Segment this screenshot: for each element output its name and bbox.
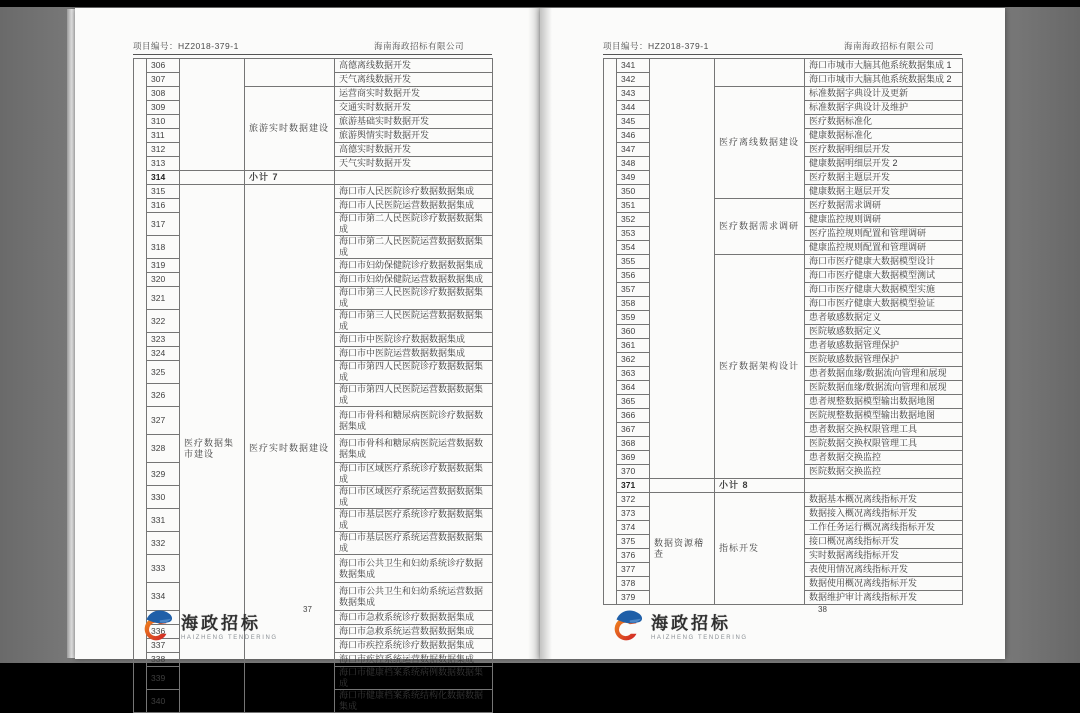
item-cell: 健康数据明细层开发 2: [805, 157, 963, 171]
margin-cell: [604, 59, 617, 605]
group-level3-cell: 医疗实时数据建设: [245, 185, 335, 713]
item-cell: 海口市妇幼保健院运营数据数据集成: [335, 273, 493, 287]
item-cell: 天气离线数据开发: [335, 73, 493, 87]
item-cell: 海口市区域医疗系统运营数据数据集成: [335, 486, 493, 509]
row-number-cell: 366: [617, 409, 650, 423]
logo-subtitle: HAIZHENG TENDERING: [651, 635, 748, 641]
item-cell: 医疗监控规则配置和管理调研: [805, 227, 963, 241]
document-page-left: [75, 8, 540, 711]
row-number-cell: 316: [147, 199, 180, 213]
page-header: [133, 38, 492, 52]
item-cell: 海口市第二人民医院运营数据数据集成: [335, 236, 493, 259]
item-cell: 海口市第四人民医院运营数据数据集成: [335, 384, 493, 407]
item-cell: 数据维护审计离线指标开发: [805, 591, 963, 605]
item-cell: 医院数据交换监控: [805, 465, 963, 479]
item-cell: 患者数据血缘/数据流向管理和展现: [805, 367, 963, 381]
row-number-cell: 310: [147, 115, 180, 129]
group-level3-cell: 小计 8: [715, 479, 805, 493]
row-number-cell: 353: [617, 227, 650, 241]
logo-name: 海政招标: [181, 614, 261, 633]
row-number-cell: 364: [617, 381, 650, 395]
item-cell: 实时数据离线指标开发: [805, 549, 963, 563]
row-number-cell: 315: [147, 185, 180, 199]
group-level3-cell: [245, 59, 335, 87]
row-number-cell: 342: [617, 73, 650, 87]
row-number-cell: 371: [617, 479, 650, 493]
item-cell: 患者敏感数据管理保护: [805, 339, 963, 353]
item-cell: 标准数据字典设计及维护: [805, 101, 963, 115]
item-cell: 旅游舆情实时数据开发: [335, 129, 493, 143]
table-row: [134, 59, 493, 73]
row-number-cell: 370: [617, 465, 650, 479]
row-number-cell: 373: [617, 507, 650, 521]
row-number-cell: 331: [147, 509, 180, 532]
item-cell: 健康监控规则调研: [805, 213, 963, 227]
item-cell: 患者数据交换监控: [805, 451, 963, 465]
item-cell: 海口市骨科和糖尿病医院运营数据数据集成: [335, 435, 493, 463]
item-cell: 医疗数据标准化: [805, 115, 963, 129]
item-cell: 海口市疾控系统运营数据数据集成: [335, 653, 493, 667]
item-cell: 接口概况离线指标开发: [805, 535, 963, 549]
group-level2-cell: [180, 59, 245, 171]
work-items-table: [603, 58, 963, 605]
row-number-cell: 361: [617, 339, 650, 353]
row-number-cell: 311: [147, 129, 180, 143]
row-number-cell: 345: [617, 115, 650, 129]
item-cell: 旅游基础实时数据开发: [335, 115, 493, 129]
row-number-cell: 363: [617, 367, 650, 381]
item-cell: 健康监控规则配置和管理调研: [805, 241, 963, 255]
row-number-cell: 377: [617, 563, 650, 577]
item-cell: 数据使用概况离线指标开发: [805, 577, 963, 591]
item-cell: 海口市急救系统运营数据数据集成: [335, 625, 493, 639]
row-number-cell: 306: [147, 59, 180, 73]
row-number-cell: 318: [147, 236, 180, 259]
row-number-cell: 319: [147, 259, 180, 273]
item-cell: 海口市医疗健康大数据模型测试: [805, 269, 963, 283]
project-number-label: 项目编号：HZ2018-379-1: [603, 41, 709, 51]
row-number-cell: 338: [147, 653, 180, 667]
item-cell: 海口市城市大脑其他系统数据集成 1: [805, 59, 963, 73]
row-number-cell: 349: [617, 171, 650, 185]
item-cell: 医院数据血缘/数据流向管理和展现: [805, 381, 963, 395]
haizheng-logo-icon: [607, 608, 645, 648]
item-cell: 海口市急救系统诊疗数据数据集成: [335, 611, 493, 625]
item-cell: 标准数据字典设计及更新: [805, 87, 963, 101]
item-cell: 海口市区域医疗系统诊疗数据数据集成: [335, 463, 493, 486]
item-cell: 天气实时数据开发: [335, 157, 493, 171]
table-row: [604, 479, 963, 493]
row-number-cell: 365: [617, 395, 650, 409]
header-rule: [133, 54, 492, 55]
row-number-cell: 374: [617, 521, 650, 535]
table-row: [604, 59, 963, 73]
group-level2-cell: 数据资源稽查: [650, 493, 715, 605]
item-cell: [805, 479, 963, 493]
project-number-label: 项目编号：HZ2018-379-1: [133, 41, 239, 51]
row-number-cell: 350: [617, 185, 650, 199]
item-cell: 健康数据主题层开发: [805, 185, 963, 199]
logo-text: [651, 608, 748, 642]
group-level3-cell: 医疗离线数据建设: [715, 87, 805, 199]
item-cell: 海口市第四人民医院诊疗数据数据集成: [335, 361, 493, 384]
item-cell: 医疗数据明细层开发: [805, 143, 963, 157]
company-name-label: 海南海政招标有限公司: [373, 41, 464, 51]
item-cell: 海口市第三人民医院运营数据数据集成: [335, 310, 493, 333]
group-level2-cell: 医疗数据集市建设: [180, 185, 245, 713]
row-number-cell: 317: [147, 213, 180, 236]
item-cell: 海口市基层医疗系统诊疗数据数据集成: [335, 509, 493, 532]
page-number: 38: [818, 605, 827, 614]
row-number-cell: 347: [617, 143, 650, 157]
row-number-cell: 321: [147, 287, 180, 310]
item-cell: 患者敏感数据定义: [805, 311, 963, 325]
row-number-cell: 360: [617, 325, 650, 339]
row-number-cell: 355: [617, 255, 650, 269]
row-number-cell: 356: [617, 269, 650, 283]
row-number-cell: 333: [147, 555, 180, 583]
row-number-cell: 326: [147, 384, 180, 407]
page-header: [603, 38, 962, 52]
item-cell: 高德实时数据开发: [335, 143, 493, 157]
item-cell: 海口市第三人民医院诊疗数据数据集成: [335, 287, 493, 310]
item-cell: 海口市中医院运营数据数据集成: [335, 347, 493, 361]
row-number-cell: 336: [147, 625, 180, 639]
row-number-cell: 307: [147, 73, 180, 87]
row-number-cell: 357: [617, 283, 650, 297]
logo-name: 海政招标: [651, 614, 731, 633]
row-number-cell: 352: [617, 213, 650, 227]
item-cell: 患者规整数据模型输出数据地图: [805, 395, 963, 409]
company-name-label: 海南海政招标有限公司: [843, 41, 934, 51]
row-number-cell: 362: [617, 353, 650, 367]
row-number-cell: 344: [617, 101, 650, 115]
header-rule: [603, 54, 962, 55]
row-number-cell: 332: [147, 532, 180, 555]
item-cell: 数据基本概况离线指标开发: [805, 493, 963, 507]
logo-subtitle: HAIZHENG TENDERING: [181, 635, 278, 641]
group-level3-cell: 指标开发: [715, 493, 805, 605]
row-number-cell: 358: [617, 297, 650, 311]
item-cell: 表使用情况离线指标开发: [805, 563, 963, 577]
row-number-cell: 314: [147, 171, 180, 185]
group-level2-cell: [180, 171, 245, 185]
row-number-cell: 334: [147, 583, 180, 611]
row-number-cell: 368: [617, 437, 650, 451]
item-cell: 海口市城市大脑其他系统数据集成 2: [805, 73, 963, 87]
logo-text: [181, 608, 278, 642]
item-cell: 海口市人民医院运营数据数据集成: [335, 199, 493, 213]
item-cell: 海口市医疗健康大数据模型验证: [805, 297, 963, 311]
table-row: [604, 493, 963, 507]
item-cell: 医院规整数据模型输出数据地图: [805, 409, 963, 423]
row-number-cell: 375: [617, 535, 650, 549]
item-cell: 海口市公共卫生和妇幼系统运营数据数据集成: [335, 583, 493, 611]
row-number-cell: 337: [147, 639, 180, 653]
row-number-cell: 323: [147, 333, 180, 347]
row-number-cell: 359: [617, 311, 650, 325]
row-number-cell: 367: [617, 423, 650, 437]
row-number-cell: 351: [617, 199, 650, 213]
item-cell: [335, 171, 493, 185]
item-cell: 海口市医疗健康大数据模型实施: [805, 283, 963, 297]
row-number-cell: 312: [147, 143, 180, 157]
item-cell: 海口市基层医疗系统运营数据数据集成: [335, 532, 493, 555]
item-cell: 海口市骨科和糖尿病医院诊疗数据数据集成: [335, 407, 493, 435]
item-cell: 海口市中医院诊疗数据数据集成: [335, 333, 493, 347]
group-level2-cell: [650, 479, 715, 493]
row-number-cell: 348: [617, 157, 650, 171]
table-row: [134, 185, 493, 199]
haizheng-logo-icon: [137, 608, 175, 648]
item-cell: 医疗数据主题层开发: [805, 171, 963, 185]
item-cell: 交通实时数据开发: [335, 101, 493, 115]
item-cell: 运营商实时数据开发: [335, 87, 493, 101]
row-number-cell: 343: [617, 87, 650, 101]
row-number-cell: 309: [147, 101, 180, 115]
company-logo: [607, 608, 748, 648]
item-cell: 医院敏感数据定义: [805, 325, 963, 339]
page-stack-edge: [67, 9, 75, 658]
item-cell: 患者数据交换权限管理工具: [805, 423, 963, 437]
row-number-cell: 322: [147, 310, 180, 333]
row-number-cell: 308: [147, 87, 180, 101]
item-cell: 数据接入概况离线指标开发: [805, 507, 963, 521]
row-number-cell: 340: [147, 690, 180, 713]
group-level3-cell: 医疗数据需求调研: [715, 199, 805, 255]
row-number-cell: 379: [617, 591, 650, 605]
company-logo: [137, 608, 278, 648]
group-level3-cell: [715, 59, 805, 87]
item-cell: 医院数据交换权限管理工具: [805, 437, 963, 451]
row-number-cell: 324: [147, 347, 180, 361]
row-number-cell: 354: [617, 241, 650, 255]
item-cell: 海口市妇幼保健院诊疗数据数据集成: [335, 259, 493, 273]
group-level3-cell: 旅游实时数据建设: [245, 87, 335, 171]
row-number-cell: 346: [617, 129, 650, 143]
item-cell: 海口市第二人民医院诊疗数据数据集成: [335, 213, 493, 236]
row-number-cell: 330: [147, 486, 180, 509]
row-number-cell: 329: [147, 463, 180, 486]
row-number-cell: 325: [147, 361, 180, 384]
document-page-right: [540, 8, 1005, 659]
item-cell: 海口市人民医院诊疗数据数据集成: [335, 185, 493, 199]
item-cell: 海口市疾控系统诊疗数据数据集成: [335, 639, 493, 653]
item-cell: 海口市公共卫生和妇幼系统诊疗数据数据集成: [335, 555, 493, 583]
item-cell: 工作任务运行概况离线指标开发: [805, 521, 963, 535]
item-cell: 海口市健康档案系统病例数据数据集成: [335, 667, 493, 690]
item-cell: 健康数据标准化: [805, 129, 963, 143]
group-level3-cell: 医疗数据架构设计: [715, 255, 805, 479]
row-number-cell: 327: [147, 407, 180, 435]
row-number-cell: 320: [147, 273, 180, 287]
row-number-cell: 328: [147, 435, 180, 463]
row-number-cell: 313: [147, 157, 180, 171]
group-level2-cell: [650, 59, 715, 479]
page-number: 37: [303, 605, 312, 614]
item-cell: 海口市医疗健康大数据模型设计: [805, 255, 963, 269]
item-cell: 医疗数据需求调研: [805, 199, 963, 213]
item-cell: 高德离线数据开发: [335, 59, 493, 73]
row-number-cell: 378: [617, 577, 650, 591]
group-level3-cell: 小计 7: [245, 171, 335, 185]
item-cell: 海口市健康档案系统结构化数据数据集成: [335, 690, 493, 713]
table-row: [134, 171, 493, 185]
item-cell: 医院敏感数据管理保护: [805, 353, 963, 367]
row-number-cell: 339: [147, 667, 180, 690]
row-number-cell: 376: [617, 549, 650, 563]
row-number-cell: 369: [617, 451, 650, 465]
row-number-cell: 341: [617, 59, 650, 73]
row-number-cell: 372: [617, 493, 650, 507]
